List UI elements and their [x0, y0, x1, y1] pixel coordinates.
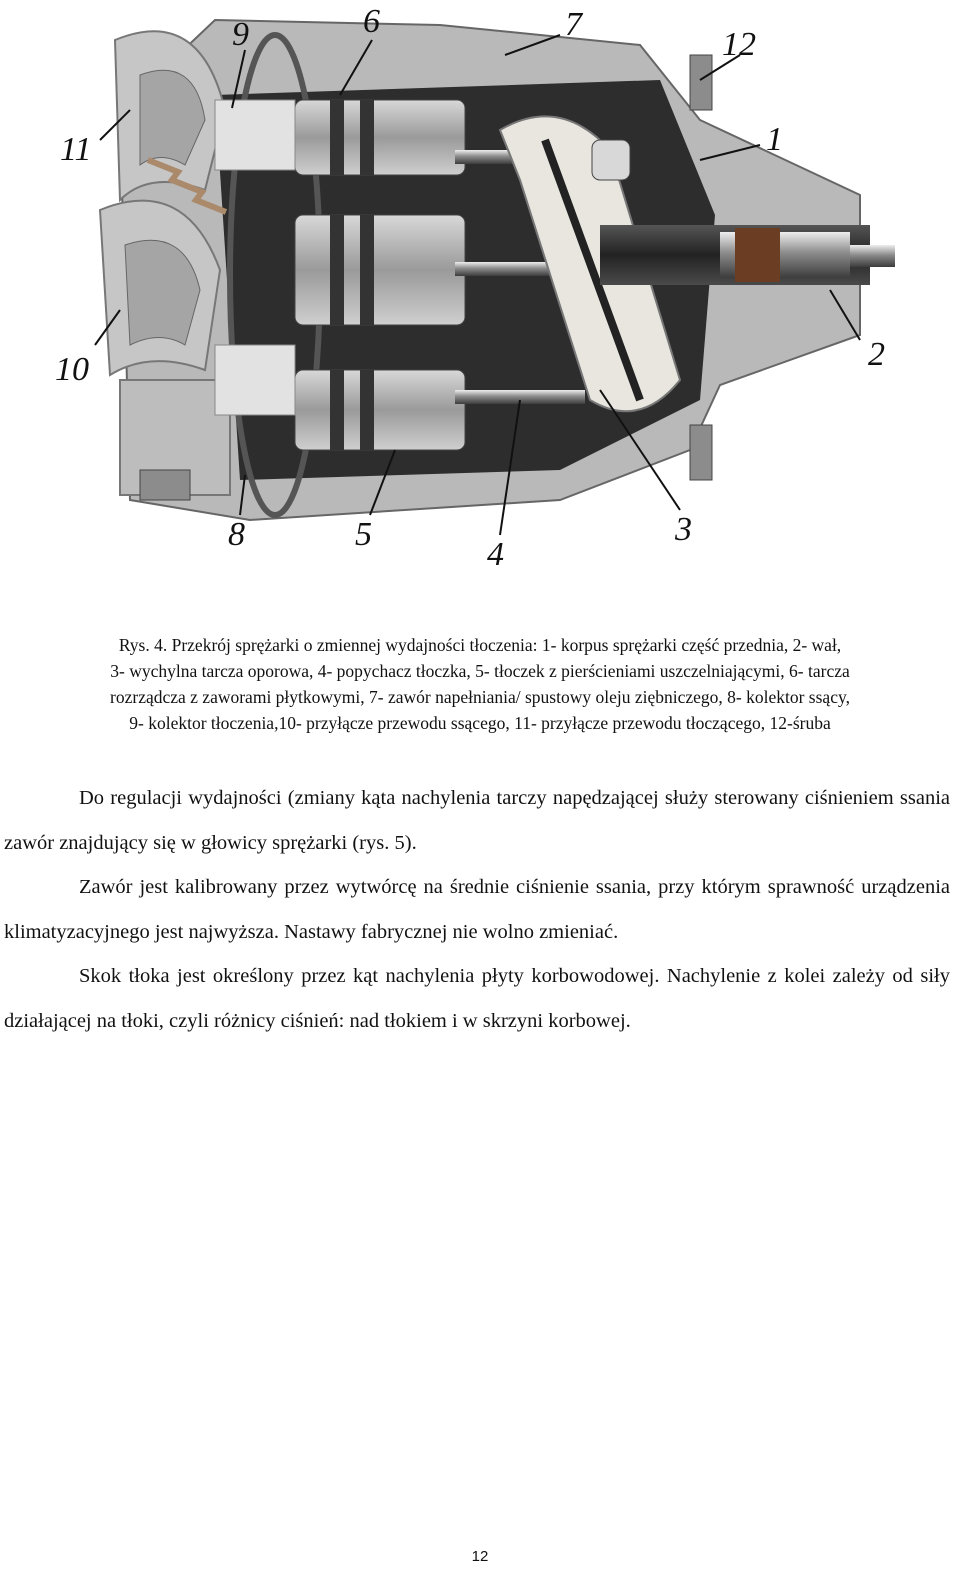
- callout-5: 5: [355, 516, 372, 553]
- compressor-illustration: [0, 0, 960, 610]
- callout-4: 4: [487, 536, 504, 573]
- callout-2: 2: [868, 336, 885, 373]
- page-number: 12: [471, 1548, 489, 1565]
- oil-fill-valve: [592, 140, 630, 180]
- body-text: [4, 776, 950, 1043]
- head-manifolds: [100, 31, 230, 495]
- figure-caption: [0, 632, 960, 736]
- callout-9: 9: [232, 16, 249, 53]
- caption-line: Rys. 4. Przekrój sprężarki o zmiennej wydajności tłoczenia: 1- korpus sprężarki część przednia, 2- wał,: [118, 635, 842, 655]
- callout-11: 11: [60, 131, 92, 168]
- paragraph-regulation: Do regulacji wydajności (zmiany kąta nachylenia tarczy napędzającej służy sterowany ciśnieniem ssania zawór znajdujący się w głowicy sprężarki (rys. 5).: [4, 787, 950, 854]
- callout-3: 3: [675, 511, 692, 548]
- callout-8: 8: [228, 516, 245, 553]
- caption-line: 9- kolektor tłoczenia,10- przyłącze przewodu ssącego, 11- przyłącze przewodu tłoczącego, 12-śruba: [129, 713, 831, 733]
- callout-1: 1: [766, 121, 783, 158]
- caption-line: 3- wychylna tarcza oporowa, 4- popychacz tłoczka, 5- tłoczek z pierścieniami uszczelniającymi, 6- tarcza: [110, 661, 850, 681]
- callout-7: 7: [565, 6, 582, 43]
- callout-10: 10: [55, 351, 89, 388]
- callout-6: 6: [363, 3, 380, 40]
- callout-12: 12: [722, 26, 756, 63]
- drive-shaft: [600, 225, 895, 285]
- compressor-cross-section-figure: [0, 0, 960, 610]
- caption-line: rozrządcza z zaworami płytkowymi, 7- zawór napełniania/ spustowy oleju ziębniczego, 8- kolektor ssący,: [110, 687, 850, 707]
- paragraph-valve-calibration: Zawór jest kalibrowany przez wytwórcę na średnie ciśnienie ssania, przy którym sprawność urządzenia klimatyzacyjnego jest najwyższa. Nastawy fabrycznej nie wolno zmieniać.: [4, 876, 950, 943]
- paragraph-piston-stroke: Skok tłoka jest określony przez kąt nachylenia płyty korbowodowej. Nachylenie z kolei zależy od siły działającej na tłoki, czyli różnicy ciśnień: nad tłokiem i w skrzyni korbowej.: [4, 965, 950, 1032]
